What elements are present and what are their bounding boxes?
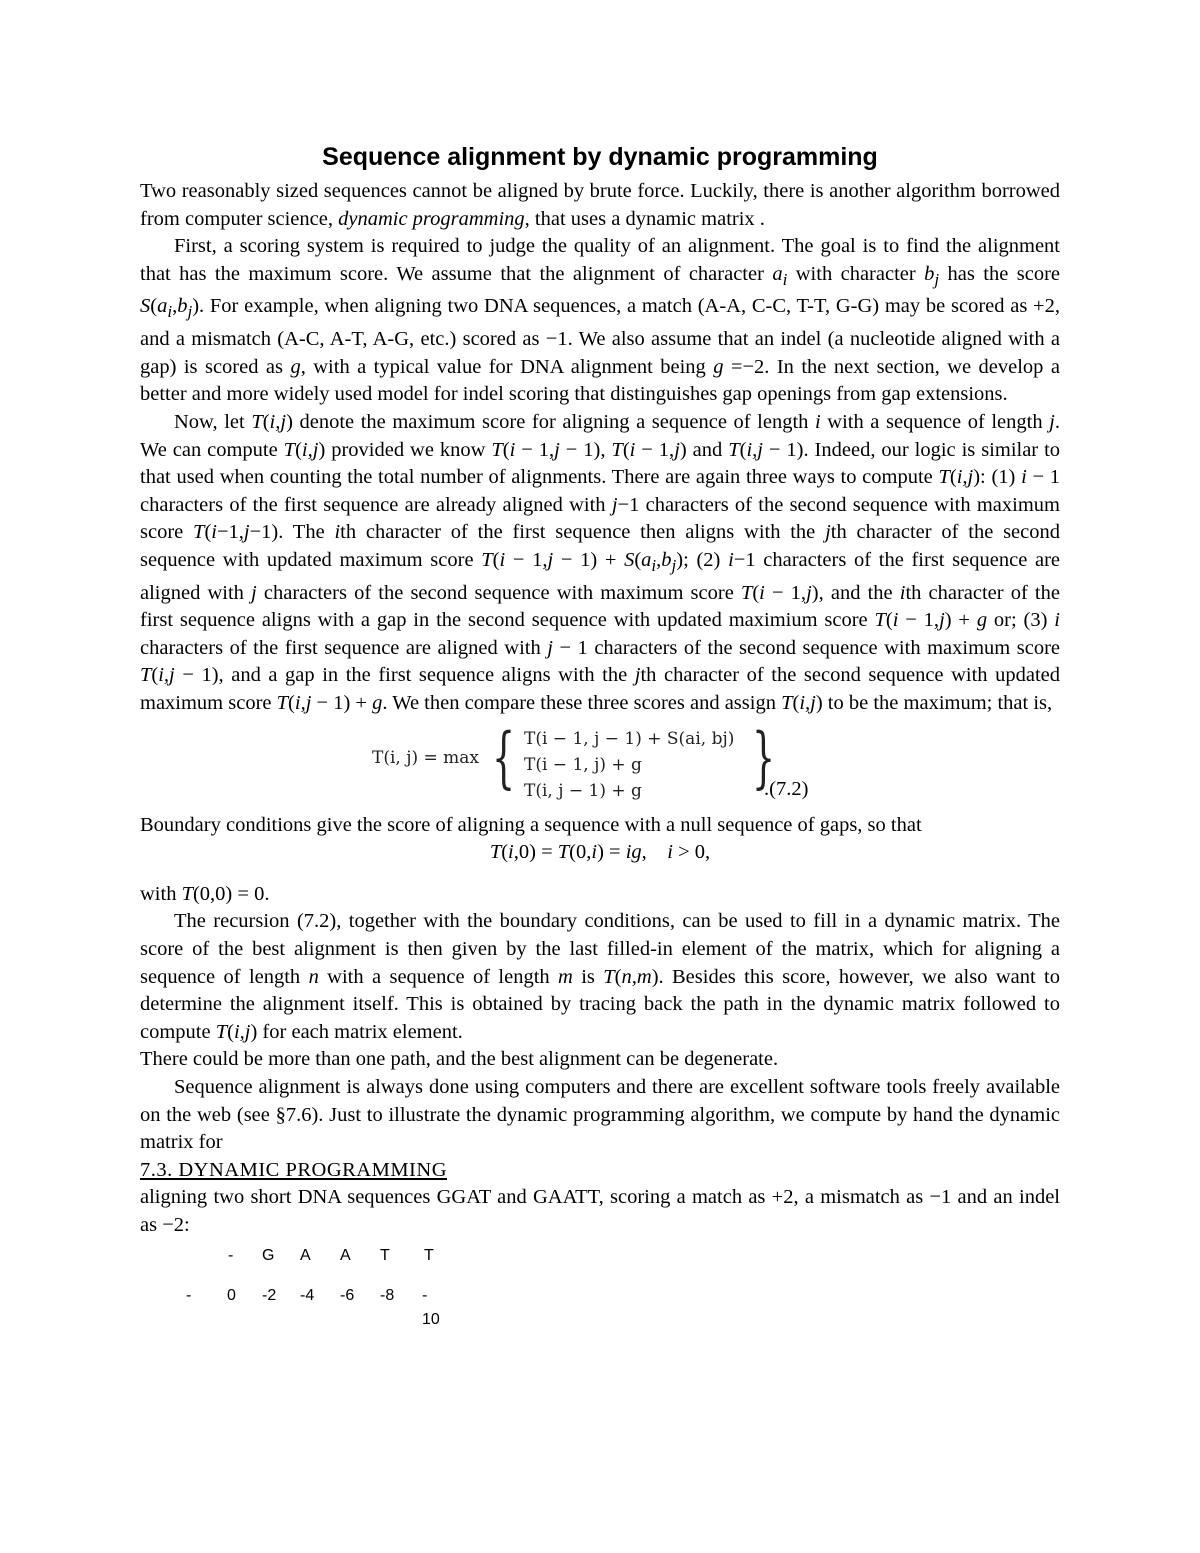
matrix-header-cell: A: [340, 1247, 351, 1265]
paragraph-example: aligning two short DNA sequences GGAT and GAATT, scoring a match as +2, a mismatch as −1 and an indel as −2:: [140, 1186, 1060, 1236]
matrix-cell: 0: [227, 1287, 236, 1305]
equation-case-3: T(i, j − 1) + g: [524, 780, 642, 801]
matrix-header-cell: T: [380, 1247, 390, 1265]
matrix-row-label: -: [186, 1287, 192, 1305]
equation-cases: [524, 726, 734, 804]
matrix-header-cell: -: [228, 1247, 234, 1265]
equation-lhs: T(i, j) = max: [372, 747, 480, 768]
matrix-header-cell: G: [262, 1247, 275, 1265]
paragraph-fill: The recursion (7.2), together with the boundary conditions, can be used to fill in a dynamic matrix. The score of the best alignment is then given by the last filled-in element of the matrix, which for aligning a sequence of length n with a sequence of length m is T(n,m). Besides this score, however, we also want to determine the alignment itself. This is obtained by tracing back the path in the dynamic matrix followed to compute T(i,j) for each matrix element.: [140, 910, 1060, 1043]
paragraph-recursion: Now, let T(i,j) denote the maximum score for aligning a sequence of length i with a sequence of length j. We can compute T(i,j) provided we know T(i − 1,j − 1), T(i − 1,j) and T(i,j − 1). Indeed, our logic is similar to that used when counting the total number of alignments. There are again three ways to compute T(i,j): (1) i − 1 characters of the first sequence are already aligned with j−1 characters of the second sequence with maximum score T(i−1,j−1). The ith character of the first sequence then aligns with the jth character of the second sequence with updated maximum score $T(i - 1,j - 1) + S(a_i,b_j)$; (2) i−1 characters of the first sequence are aligned with j characters of the second sequence with maximum score T(i − 1,j), and the ith character of the first sequence aligns with a gap in the second sequence with updated maximium score T(i − 1,j) + g or; (3) i characters of the first sequence are aligned with j − 1 characters of the second sequence with maximum score T(i,j − 1), and a gap in the first sequence aligns with the jth character of the second sequence with updated maximum score T(i,j − 1) + g. We then compare these three scores and assign T(i,j) to be the maximum; that is,: [140, 410, 1061, 714]
left-brace: {: [492, 718, 516, 796]
paragraph-software: Sequence alignment is always done using computers and there are excellent software tools freely available on the web (see §7.6). Just to illustrate the dynamic programming algorithm, we compute by hand the dynamic matrix for: [140, 1075, 1060, 1154]
paragraph-intro: Two reasonably sized sequences cannot be aligned by brute force. Luckily, there is another algorithm borrowed from computer science, dynamic programming, that uses a dynamic matrix .: [140, 180, 1060, 230]
document-page: [140, 140, 1061, 1329]
matrix-cell: -4: [300, 1287, 315, 1305]
boundary-equation: T(i,0) = T(0,i) = ig, i > 0,: [489, 841, 711, 864]
dynamic-matrix: [140, 1243, 1060, 1329]
equation-case-2: T(i − 1, j) + g: [524, 754, 642, 775]
matrix-cell: -8: [380, 1287, 395, 1305]
equation-number: .(7.2): [764, 777, 809, 800]
recursion-equation: [140, 718, 1060, 808]
matrix-cell: 10: [422, 1311, 440, 1329]
matrix-cell: -2: [262, 1287, 277, 1305]
matrix-cell: -6: [340, 1287, 355, 1305]
page-title: Sequence alignment by dynamic programming: [322, 143, 878, 171]
right-brace: }: [752, 718, 776, 796]
paragraph-init: with T(0,0) = 0.: [140, 882, 270, 905]
paragraph-boundary: Boundary conditions give the score of aligning a sequence with a null sequence of gaps, so that: [140, 813, 922, 836]
section-heading: 7.3. DYNAMIC PROGRAMMING: [140, 1158, 447, 1181]
paragraph-degenerate: There could be more than one path, and the best alignment can be degenerate.: [140, 1048, 779, 1071]
paragraph-scoring: First, a scoring system is required to judge the quality of an alignment. The goal is to find the alignment that has the maximum score. We assume that the alignment of character $a_i$ with character $b_j$ has the score $S(a_i,b_j)$. For example, when aligning two DNA sequences, a match (A-A, C-C, T-T, G-G) may be scored as +2, and a mismatch (A-C, A-T, A-G, etc.) scored as −1. We also assume that an indel (a nucleotide aligned with a gap) is scored as g, with a typical value for DNA alignment being g =−2. In the next section, we develop a better and more widely used model for indel scoring that distinguishes gap openings from gap extensions.: [140, 235, 1060, 406]
matrix-cell: -: [422, 1287, 428, 1305]
matrix-header-cell: T: [424, 1247, 434, 1265]
matrix-header-cell: A: [300, 1247, 311, 1265]
equation-case-1: T(i − 1, j − 1) + S(ai, bj): [524, 728, 735, 749]
